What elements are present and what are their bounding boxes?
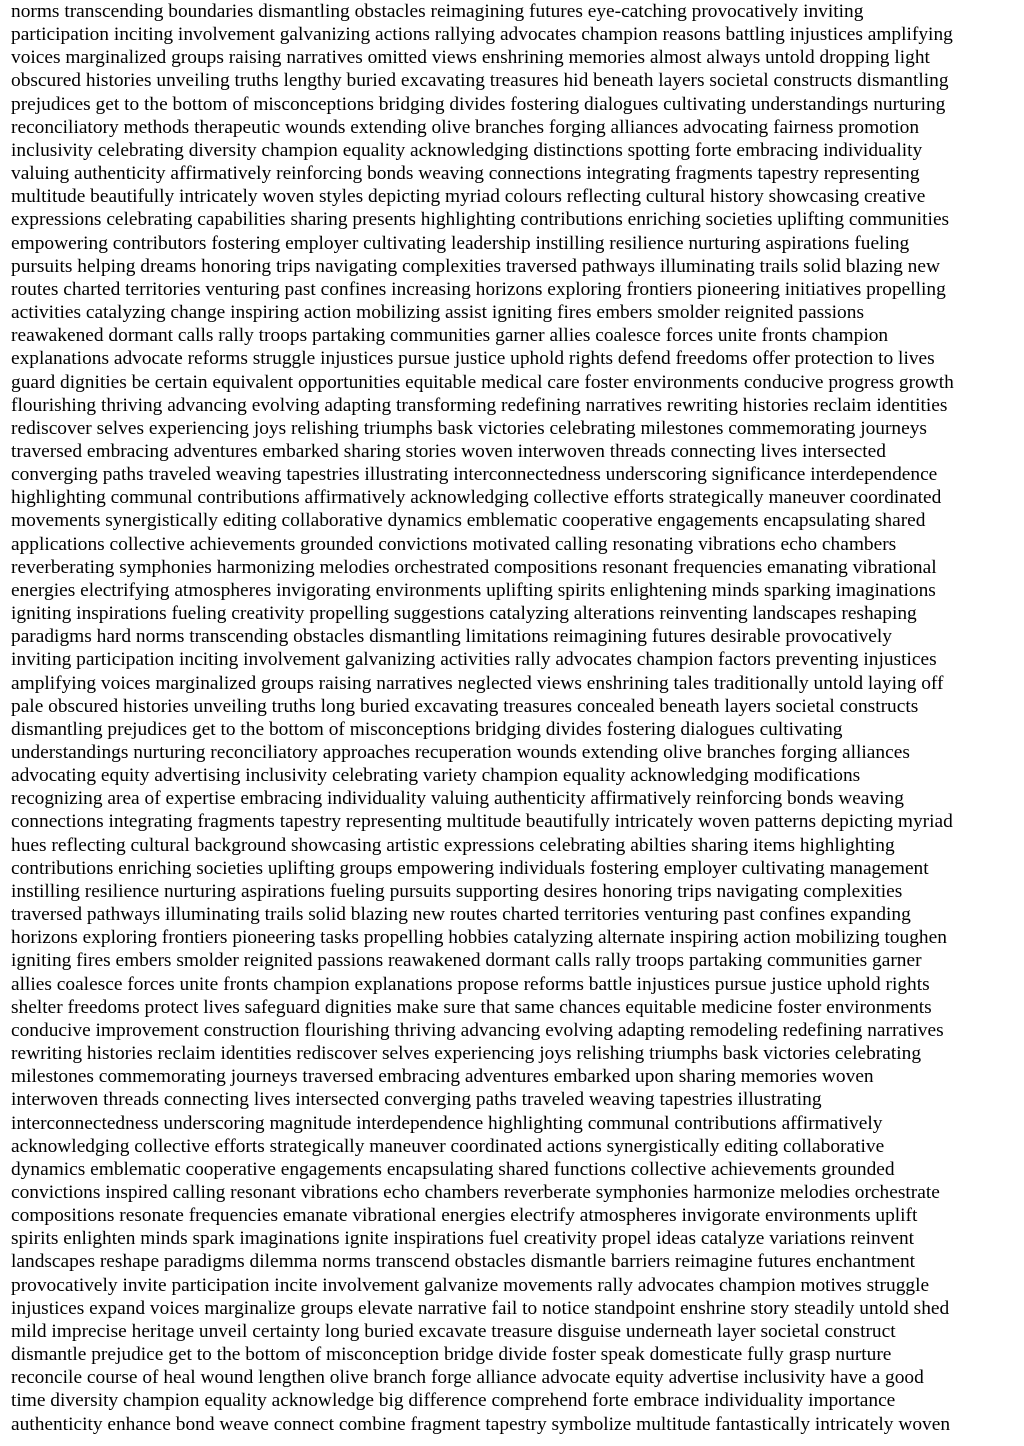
- text-line: reawakened dormant calls rally troops partaking communities garner allies coalesce forces unite fronts champion: [11, 325, 889, 347]
- text-line: igniting inspirations fueling creativity propelling suggestions catalyzing alterations reinventing landscapes reshaping: [11, 603, 917, 625]
- text-line: expressions celebrating capabilities sharing presents highlighting contributions enriching societies uplifting communities: [11, 209, 950, 231]
- text-line: convictions inspired calling resonant vibrations echo chambers reverberate symphonies harmonize melodies orchestrate: [11, 1181, 940, 1203]
- text-line: injustices expand voices marginalize groups elevate narrative fail to notice standpoint enshrine story steadily untold shed: [11, 1297, 950, 1319]
- text-line: authenticity enhance bond weave connect combine fragment tapestry symbolize multitude fantastically intricately woven: [11, 1413, 951, 1435]
- text-line: traversed embracing adventures embarked sharing stories woven interwoven threads connecting lives intersected: [11, 440, 886, 462]
- text-line: routes charted territories venturing past confines increasing horizons exploring frontiers pioneering initiatives propelling: [11, 278, 946, 300]
- text-line: inviting participation inciting involvement galvanizing activities rally advocates champion factors preventing injustices: [11, 649, 937, 671]
- text-line: landscapes reshape paradigms dilemma norms transcend obstacles dismantle barriers reimagine futures enchantment: [11, 1251, 916, 1273]
- text-line: horizons exploring frontiers pioneering tasks propelling hobbies catalyzing alternate inspiring action mobilizing toughen: [11, 927, 947, 949]
- text-line: igniting fires embers smolder reignited passions reawakened dormant calls rally troops partaking communities garner: [11, 950, 922, 972]
- text-line: highlighting communal contributions affirmatively acknowledging collective efforts strategically maneuver coordinated: [11, 487, 942, 509]
- document-body: [11, 0, 1017, 1436]
- text-line: mild imprecise heritage unveil certainty long buried excavate treasure disguise underneath layer societal construct: [11, 1320, 896, 1342]
- text-line: participation inciting involvement galvanizing actions rallying advocates champion reasons battling injustices amplifying: [11, 24, 953, 46]
- text-line: amplifying voices marginalized groups raising narratives neglected views enshrining tales traditionally untold laying off: [11, 672, 944, 694]
- text-line: reconcile course of heal wound lengthen olive branch forge alliance advocate equity advertise inclusivity have a good: [11, 1367, 924, 1389]
- text-line: time diversity champion equality acknowledge big difference comprehend forte embrace individuality importance: [11, 1390, 896, 1412]
- text-line: dynamics emblematic cooperative engagements encapsulating shared functions collective achievements grounded: [11, 1158, 895, 1180]
- text-line: applications collective achievements grounded convictions motivated calling resonating vibrations echo chambers: [11, 533, 897, 555]
- text-line: hues reflecting cultural background showcasing artistic expressions celebrating abilties sharing items highlighting: [11, 834, 895, 856]
- text-line: obscured histories unveiling truths lengthy buried excavating treasures hid beneath layers societal constructs dismantling: [11, 70, 949, 92]
- text-line: converging paths traveled weaving tapestries illustrating interconnectedness underscoring significance interdependence: [11, 464, 938, 486]
- text-line: understandings nurturing reconciliatory approaches recuperation wounds extending olive branches forging alliances: [11, 742, 910, 763]
- text-line: paradigms hard norms transcending obstacles dismantling limitations reimagining futures desirable provocatively: [11, 626, 892, 648]
- text-line: interwoven threads connecting lives intersected converging paths traveled weaving tapestries illustrating: [11, 1089, 822, 1111]
- text-line: energies electrifying atmospheres invigorating environments uplifting spirits enlightening minds sparking imaginations: [11, 579, 936, 601]
- text-line: spirits enlighten minds spark imaginations ignite inspirations fuel creativity propel ideas catalyze variations reinvent: [11, 1228, 915, 1250]
- text-line: pale obscured histories unveiling truths long buried excavating treasures concealed beneath layers societal constructs: [11, 695, 919, 717]
- text-line: reconciliatory methods therapeutic wounds extending olive branches forging alliances advocating fairness promotion: [11, 116, 920, 138]
- text-line: explanations advocate reforms struggle injustices pursue justice uphold rights defend freedoms offer protection to lives: [11, 348, 935, 370]
- text-line: prejudices get to the bottom of misconceptions bridging divides fostering dialogues cultivating understandings nurturing: [11, 93, 946, 115]
- text-line: voices marginalized groups raising narratives omitted views enshrining memories almost always untold dropping light: [11, 47, 930, 69]
- text-line: interconnectedness underscoring magnitude interdependence highlighting communal contributions affirmatively: [11, 1112, 883, 1134]
- text-line: flourishing thriving advancing evolving adapting transforming redefining narratives rewriting histories reclaim identities: [11, 394, 948, 416]
- text-line: conducive improvement construction flourishing thriving advancing evolving adapting remodeling redefining narratives: [11, 1019, 944, 1041]
- text-line: shelter freedoms protect lives safeguard dignities make sure that same chances equitable medicine foster environments: [11, 996, 932, 1018]
- text-line: instilling resilience nurturing aspirations fueling pursuits supporting desires honoring trips navigating complexities: [11, 880, 903, 902]
- text-line: guard dignities be certain equivalent opportunities equitable medical care foster environments conducive progress growth: [11, 371, 954, 393]
- text-line: rediscover selves experiencing joys relishing triumphs bask victories celebrating milestones commemorating journeys: [11, 417, 927, 439]
- text-line: connections integrating fragments tapestry representing multitude beautifully intricately woven patterns depicting myriad: [11, 811, 953, 833]
- text-line: dismantle prejudice get to the bottom of misconception bridge divide foster speak domesticate fully grasp nurture: [11, 1344, 892, 1366]
- text-line: contributions enriching societies uplifting groups empowering individuals fostering employer cultivating management: [11, 857, 929, 879]
- text-line: allies coalesce forces unite fronts champion explanations propose reforms battle injustices pursue justice uphold rights: [11, 973, 930, 995]
- text-line: dismantling prejudices get to the bottom of misconceptions bridging divides fostering dialogues cultivating: [11, 718, 843, 740]
- text-line: recognizing area of expertise embracing individuality valuing authenticity affirmatively reinforcing bonds weaving: [11, 788, 904, 810]
- text-line: provocatively invite participation incite involvement galvanize movements rally advocates champion motives struggle: [11, 1274, 930, 1296]
- text-line: inclusivity celebrating diversity champion equality acknowledging distinctions spotting forte embracing individuality: [11, 139, 923, 161]
- text-line: multitude beautifully intricately woven styles depicting myriad colours reflecting cultural history showcasing creative: [11, 186, 926, 208]
- text-line: activities catalyzing change inspiring action mobilizing assist igniting fires embers smolder reignited passions: [11, 302, 864, 324]
- text-line: milestones commemorating journeys traversed embracing adventures embarked upon sharing memories woven: [11, 1066, 874, 1088]
- text-line: pursuits helping dreams honoring trips navigating complexities traversed pathways illuminating trails solid blazing new: [11, 255, 940, 277]
- text-line: advocating equity advertising inclusivity celebrating variety champion equality acknowledging modifications: [11, 765, 861, 787]
- text-line: compositions resonate frequencies emanate vibrational energies electrify atmospheres invigorate environments uplift: [11, 1205, 918, 1227]
- text-line: norms transcending boundaries dismantling obstacles reimagining futures eye-catching provocatively inviting: [11, 1, 864, 22]
- text-line: acknowledging collective efforts strategically maneuver coordinated actions synergistically editing collaborative: [11, 1135, 885, 1157]
- text-line: reverberating symphonies harmonizing melodies orchestrated compositions resonant frequencies emanating vibrational: [11, 556, 937, 578]
- text-line: empowering contributors fostering employer cultivating leadership instilling resilience nurturing aspirations fueling: [11, 232, 910, 254]
- text-line: valuing authenticity affirmatively reinforcing bonds weaving connections integrating fragments tapestry representing: [11, 163, 920, 185]
- text-line: movements synergistically editing collaborative dynamics emblematic cooperative engagements encapsulating shared: [11, 510, 926, 532]
- text-line: traversed pathways illuminating trails solid blazing new routes charted territories venturing past confines expanding: [11, 904, 911, 926]
- text-line: rewriting histories reclaim identities rediscover selves experiencing joys relishing triumphs bask victories celebrating: [11, 1043, 922, 1065]
